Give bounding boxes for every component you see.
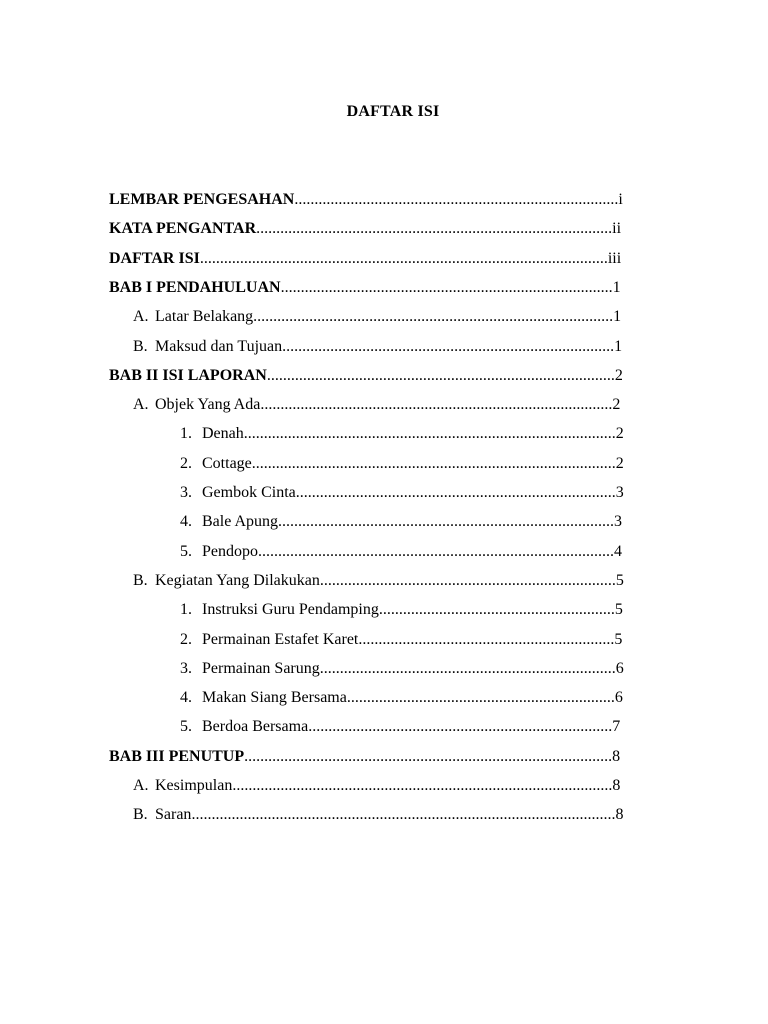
toc-entry-page: ii — [612, 220, 622, 238]
toc-entry-number: 4. — [180, 689, 192, 707]
toc-entry[interactable] — [133, 774, 625, 798]
toc-dot-leader: ......................................................................................... — [258, 542, 614, 560]
toc-entry-number: A. — [133, 777, 149, 794]
toc-entry[interactable] — [109, 247, 625, 271]
toc-entry-label: Latar Belakang — [155, 308, 254, 326]
toc-entry-number: 2. — [180, 454, 192, 472]
toc-entry-number: B. — [133, 571, 148, 589]
toc-entry[interactable] — [180, 628, 625, 652]
toc-entry-number: B. — [133, 806, 148, 824]
toc-dot-leader: ......................................................................................... — [256, 220, 613, 238]
toc-entry[interactable] — [109, 364, 625, 388]
toc-entry-number: 5. — [180, 542, 192, 560]
toc-entry[interactable] — [180, 598, 625, 622]
toc-entry-page: 3 — [614, 513, 622, 531]
toc-entry-page: 5 — [614, 630, 623, 648]
toc-entry-label: Denah — [202, 425, 244, 443]
toc-dot-leader: ................................................................ — [358, 630, 615, 648]
toc-dot-leader: ................................................................... — [346, 689, 615, 707]
toc-entry-page: 8 — [615, 806, 624, 824]
toc-dot-leader: .......................................................................................................... — [191, 806, 616, 824]
toc-entry-label: Pendopo — [202, 542, 258, 560]
toc-entry-page: 5 — [614, 601, 623, 619]
toc-entry[interactable] — [133, 335, 625, 359]
toc-entry-number: 3. — [180, 659, 192, 677]
toc-entry-label: Maksud dan Tujuan — [155, 337, 283, 355]
toc-entry-label: Instruksi Guru Pendamping — [202, 601, 379, 619]
toc-entry-label: KATA PENGANTAR — [109, 220, 257, 238]
toc-dot-leader: .......................................................................... — [319, 659, 616, 677]
toc-dot-leader: ...................................................................................................... — [199, 249, 608, 267]
toc-dot-leader: ............................................................................................ — [244, 747, 613, 765]
toc-entry-label: Kesimpulan — [155, 777, 233, 794]
toc-entry-number: 4. — [180, 513, 192, 531]
toc-entry[interactable] — [133, 803, 625, 827]
toc-entry-label: Saran — [155, 806, 192, 824]
toc-entry-label: Gembok Cinta — [202, 484, 296, 501]
toc-entry-number: 3. — [180, 484, 192, 501]
toc-entry[interactable] — [180, 686, 625, 710]
toc-entry-label: Permainan Estafet Karet — [202, 630, 359, 648]
toc-entry-page: 7 — [612, 718, 621, 736]
toc-entry-page: iii — [607, 249, 622, 267]
toc-entry-label: Kegiatan Yang Dilakukan — [155, 571, 320, 589]
toc-entry-page: i — [618, 191, 623, 208]
toc-dot-leader: ....................................................................................... — [266, 366, 615, 384]
toc-entry-page: 6 — [614, 689, 623, 707]
toc-entry-page: 3 — [615, 484, 624, 501]
toc-entry-page: 2 — [614, 366, 623, 384]
toc-entry-page: 2 — [615, 425, 624, 443]
toc-dot-leader: .......................................................................... — [319, 571, 616, 589]
toc-entry-number: 1. — [180, 425, 192, 443]
toc-entry-number: A. — [133, 396, 149, 414]
toc-entry[interactable] — [109, 188, 625, 212]
toc-entry-label: BAB I PENDAHULUAN — [109, 278, 281, 296]
toc-entry-label: Bale Apung — [202, 513, 278, 531]
toc-entry-page: 2 — [615, 454, 624, 472]
toc-entry-page: 6 — [615, 659, 624, 677]
toc-entry-label: Permainan Sarung — [202, 659, 320, 677]
toc-entry-label: Berdoa Bersama — [202, 718, 309, 736]
toc-entry-page: 4 — [614, 542, 622, 560]
toc-entry[interactable] — [133, 393, 625, 417]
toc-entry-page: 1 — [612, 278, 621, 296]
toc-entry-number: A. — [133, 308, 149, 326]
toc-entry-page: 8 — [612, 747, 621, 765]
toc-entry-label: BAB II ISI LAPORAN — [109, 366, 267, 384]
toc-entry-page: 1 — [614, 337, 623, 355]
toc-entry-label: Cottage — [202, 454, 252, 472]
toc-entry-label: Objek Yang Ada — [155, 396, 261, 414]
toc-dot-leader: ................................................................................... — [282, 337, 615, 355]
toc-entry[interactable] — [109, 217, 625, 241]
toc-entry-page: 8 — [612, 777, 621, 794]
toc-entry-label: LEMBAR PENGESAHAN — [109, 191, 295, 208]
toc-entry-label: BAB III PENUTUP — [109, 747, 245, 765]
toc-dot-leader: ........................................................................................ — [260, 396, 613, 414]
toc-entry[interactable] — [180, 657, 625, 681]
toc-dot-leader: ............................................................................................. — [243, 425, 616, 443]
toc-title: DAFTAR ISI — [346, 103, 440, 120]
toc-entry-number: 1. — [180, 601, 192, 619]
toc-dot-leader: ........................................................... — [378, 601, 615, 619]
toc-entry-label: DAFTAR ISI — [109, 249, 200, 267]
toc-dot-leader: ........................................................................................... — [251, 454, 616, 472]
toc-entry[interactable] — [180, 481, 625, 505]
toc-entry[interactable] — [180, 452, 625, 476]
toc-dot-leader: ............................................................................................... — [232, 777, 613, 794]
toc-dot-leader: ............................................................................ — [308, 718, 613, 736]
toc-entry-number: 2. — [180, 630, 192, 648]
toc-dot-leader: ................................................................................ — [295, 484, 616, 501]
toc-dot-leader: .................................................................................... — [278, 513, 614, 531]
toc-entry-label: Makan Siang Bersama — [202, 689, 347, 707]
toc-dot-leader: ................................................................................. — [294, 191, 619, 208]
toc-entry-number: B. — [133, 337, 148, 355]
toc-entry[interactable] — [180, 510, 625, 534]
toc-dot-leader: ................................................................................... — [280, 278, 613, 296]
toc-entry[interactable] — [180, 422, 625, 446]
toc-entry-page: 1 — [613, 308, 622, 326]
toc-entry[interactable] — [180, 540, 625, 564]
toc-entry[interactable] — [133, 305, 625, 329]
toc-entry-number: 5. — [180, 718, 192, 736]
toc-entry[interactable] — [109, 276, 625, 300]
toc-entry[interactable] — [133, 569, 625, 593]
toc-entry[interactable] — [180, 715, 625, 739]
toc-entry-page: 5 — [615, 571, 624, 589]
toc-entry[interactable] — [109, 745, 625, 769]
toc-entry-page: 2 — [612, 396, 621, 414]
toc-dot-leader: .......................................................................................... — [253, 308, 614, 326]
